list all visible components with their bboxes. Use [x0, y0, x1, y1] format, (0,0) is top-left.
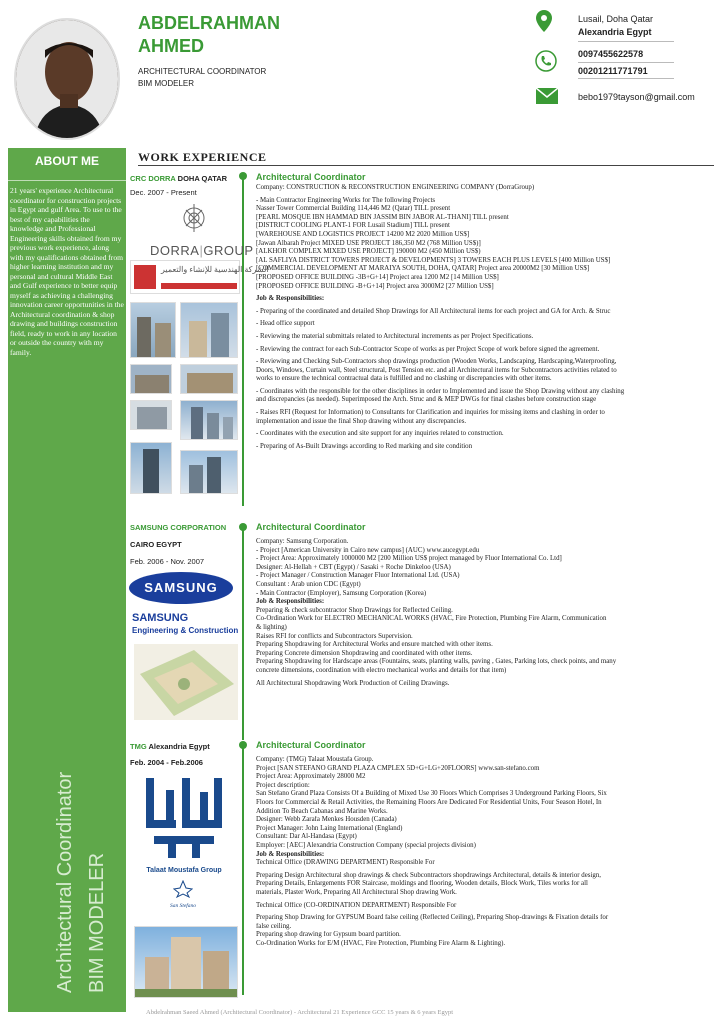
photo-frame	[8, 8, 126, 148]
sidebar	[8, 8, 126, 1012]
job-1-line: - Main Contractor Engineering Works for The following Projects	[256, 196, 436, 204]
job-1-responsibilities-heading: Job & Responsibilities:	[256, 295, 325, 303]
work-experience-heading: WORK EXPERIENCE	[138, 150, 267, 164]
job-2-line: & lighting)	[256, 623, 287, 631]
job-2-line: Preparing & check subcontractor Shop Drawings for Reflected Ceiling.	[256, 606, 453, 614]
about-me-text: 21 years' experience Architectural coordinator for construction projects in Egypt and gulf Area. To use to the best of my capabilities the knowledge and Professional Engineering skills obtained from my previous work experience, along with my qualifications obtained from higher learning institution and my personal and cultural Middle East and Gulf experience to better equip myself as achieving a challenging innovation career opportunities in the Architectural coordination & shop drawing and buildings construction field, ready to work in any location or outside the country with my family.	[10, 186, 124, 357]
job-1-line: - Reviewing the material submittals related to Architectural increments as per Project Specifications.	[256, 332, 534, 340]
job-2-line: - Project Manager / Construction Manager Fluor International Ltd. (USA)	[256, 572, 460, 580]
job-1-company-name: CRC DORRA	[130, 174, 176, 183]
timeline-line-2	[242, 526, 244, 740]
job-3-line: Technical Office (CO-ORDINATION DEPARTMENT) Responsible For	[256, 901, 457, 909]
job-1-line: implementation and issue the final Shop drawing without any discrepancies.	[256, 417, 467, 425]
job-3-line: Preparing Details, Enlargements FOR Staircase, moldings and flooring, Wooden details, Block Work, Tiles works for all	[256, 880, 588, 888]
samsung-logo-text: SAMSUNG	[144, 580, 218, 595]
job-3-line: Preparing Design Architectural shop drawings & check Subcontractors shopdrawings Architectural, details & interior design,	[256, 871, 602, 879]
job-3-responsibilities-heading: Job & Responsibilities:	[256, 850, 325, 858]
job-3-company-location: Alexandria Egypt	[148, 742, 210, 751]
dorra-emblem-icon	[150, 202, 238, 238]
job-3-line: Project description:	[256, 781, 310, 789]
location-line-2: Alexandria Egypt	[578, 27, 652, 37]
san-stefano-logo	[160, 880, 206, 909]
tmg-emblem-icon	[138, 770, 230, 862]
job-1-line: and discrepancies (as needed). Superimposed the Arch. Struc and & MEP DWGs for final clashes before construction stage	[256, 396, 597, 404]
timeline-line-3	[242, 745, 244, 995]
job-1-title: Architectural Coordinator	[256, 172, 366, 182]
job-3-line: materials, Plaster Work, Preparing All Architectural Shop drawing Work.	[256, 888, 457, 896]
job-1-company-location: DOHA QATAR	[177, 174, 228, 183]
job-2-line: All Architectural Shopdrawing Work Production of Ceiling Drawings.	[256, 679, 450, 687]
phone-number-2[interactable]: 00201211771791	[578, 66, 648, 76]
job-2-line: Co-Ordination Work for ELECTRO MECHANICAL WORKS (HVAC, Fire Protection, Plumbing Fire Alarm, Communication	[256, 615, 607, 623]
job-1-line: - Raises RFI (Request for Information) to Consultants for Clarification and inquiries for missing items and clashing in order to	[256, 409, 605, 417]
job-3-line: Addition To Beach Cabanas and Marine Works.	[256, 807, 388, 815]
job-1-line: Company: CONSTRUCTION & RECONSTRUCTION ENGINEERING COMPANY (DorraGroup)	[256, 184, 535, 191]
samsung-logo	[128, 570, 234, 606]
job-2-line: Company: Samsung Corporation.	[256, 538, 349, 545]
san-stefano-logo-text: San Stefano	[169, 903, 197, 909]
job-1-line: - Preparing of As-Built Drawings according to Red marking and site condition	[256, 442, 473, 450]
job-3-dates: Feb. 2004 - Feb.2006	[130, 758, 203, 767]
project-photo-6	[180, 400, 238, 440]
job-1-line: [PROPOSED OFFICE BUILDING -3B+G+14] Project area 1200 M2 [14 Million US$]	[256, 273, 499, 281]
san-stefano-emblem-icon	[173, 880, 193, 898]
profile-photo	[14, 18, 120, 140]
job-1-company	[130, 174, 227, 183]
job-3-line: false ceiling.	[256, 922, 292, 930]
job-3-line: Consultant: Dar Al-Handasa (Egypt)	[256, 833, 357, 841]
vertical-role-title: Architectural Coordinator	[54, 771, 76, 993]
job-1-line: [PEARL MOSQUE IBN HAMMAD BIN JASSIM BIN JABOR AL-THANI] TILL present	[256, 213, 509, 221]
job-3-line: Project [SAN STEFANO GRAND PLAZA CMPLEX 5D+G+LG+20FLOORS] www.san-stefano.com	[256, 764, 540, 772]
timeline-dot-1	[239, 172, 247, 180]
project-photo-2	[180, 302, 238, 358]
job-2-line: Consultant : Arab union CDC (Egypt)	[256, 580, 361, 588]
project-photo-3	[130, 364, 172, 394]
dorra-logo-text: DORRA	[150, 243, 200, 258]
role-title: ARCHITECTURAL COORDINATOR	[138, 67, 267, 76]
san-stefano-photo	[134, 926, 238, 998]
job-2-line: concrete dimensions, coordination with electro mechanical works and details for that item)	[256, 666, 507, 674]
tmg-logo	[138, 770, 230, 876]
job-1-line: Nasser Tower Commercial Building 114,446 M2 (Qatar) TILL present	[256, 205, 451, 213]
job-2-line: Designer: Al-Hellah + CBT (Egypt) / Sasaki + Roche Dinkeloo (USA)	[256, 563, 451, 571]
job-1-line: [AL SAFLIYA DISTRICT TOWERS PROJECT & DEVELOPMENTS] 3 TOWERS EACH PLUS LEVELS [400 Million US$]	[256, 256, 611, 264]
project-photo-5	[130, 400, 172, 430]
name-line-2: AHMED	[138, 36, 204, 56]
job-3-line: Project Manager: John Laing International (England)	[256, 824, 403, 832]
job-1-line: [WAREHOUSE AND LOGISTICS PROJECT 14200 M2 2020 Million US$]	[256, 230, 470, 238]
job-2-line: - Project [American University in Cairo new campus] (AUC) www.aucegypt.edu	[256, 546, 480, 554]
dorra-group-logo: DORRA|GROUP	[150, 202, 238, 260]
job-3-line: Preparing shop drawing for Gypsum board partition.	[256, 931, 401, 939]
job-1-line: [DISTRICT COOLING PLANT-1 FOR Lusail Stadium] TILL present	[256, 222, 450, 230]
timeline-dot-3	[239, 741, 247, 749]
job-2-responsibilities-heading: Job & Responsibilities:	[256, 598, 325, 606]
crc-logo-arabic: الشركة الهندسية للإنشاء والتعمير	[161, 265, 269, 274]
full-name	[138, 12, 298, 58]
job-3-line: Company: (TMG) Talaat Moustafa Group.	[256, 756, 374, 763]
phone-icon	[535, 50, 557, 77]
job-3-line: Employer: [AEC] Alexandria Construction Company (special projects division)	[256, 841, 476, 849]
job-3-line: Designer: Webb Zarafa Menkes Housden (Canada)	[256, 816, 397, 824]
job-1-line: [Jawan Albarah Project MIXED USE PROJECT 186,350 M2 (768 Million US$)]	[256, 239, 481, 247]
page-footer: Abdelrahman Saeed Ahmed (Architectural Coordinator) - Architectural 21 Experience GCC 15 years & 6 years Egypt	[146, 1009, 454, 1016]
job-2-line: Raises RFI for conflicts and Subcontractors Supervision.	[256, 632, 413, 640]
job-1-dates: Dec. 2007 - Present	[130, 188, 197, 197]
job-2-line: - Project Area: Approximately 1000000 M2 [200 Million US$ project managed by Fluor International Co. Ltd]	[256, 555, 562, 563]
phone-divider-2	[578, 78, 674, 79]
auc-campus-plan	[134, 644, 238, 720]
job-1-line: - Coordinates with the execution and site support for any inquiries related to construction.	[256, 430, 504, 438]
crc-logo-mark	[134, 265, 156, 289]
email-address[interactable]: bebo1979tayson@gmail.com	[578, 92, 695, 102]
job-1-line: - Coordinates with the responsible for the other disciplines in order to Implemented and issue the Shop Drawing without any clashing	[256, 387, 625, 395]
job-3-line: Technical Office (DRAWING DEPARTMENT) Responsible For	[256, 859, 435, 867]
job-3-line: Co-Ordination Works for E/M (HVAC, Fire Protection, Plumbing Fire Alarm & Lighting).	[256, 939, 506, 947]
job-2-details	[256, 538, 714, 688]
job-3-details	[256, 756, 714, 948]
crc-logo	[130, 260, 269, 294]
project-photo-7	[130, 442, 172, 494]
job-2-dates: Feb. 2006 - Nov. 2007	[130, 557, 205, 566]
job-3-line: Preparing Shop Drawing for GYPSUM Board false ceiling (Reflected Ceiling), Preparing Shop-drawings & Fixation details for	[256, 914, 609, 922]
contact-divider	[578, 41, 674, 42]
project-photo-4	[180, 364, 238, 394]
job-1-line: [COMMERCIAL DEVELOPMENT AT MARAIYA SOUTH, DOHA, QATAR] Project area 20000M2 [30 Million US$]	[256, 265, 590, 273]
phone-number-1[interactable]: 0097455622578	[578, 49, 644, 59]
job-1-line: - Preparing of the coordinated and detailed Shop Drawings for All Architectural items for each project and GA for Arch. & Struc	[256, 307, 611, 315]
tmg-logo-text: Talaat Moustafa Group	[146, 867, 222, 874]
timeline-dot-2	[239, 523, 247, 531]
job-2-line: - Main Contractor (Employer), Samsung Corporation (Korea)	[256, 589, 427, 597]
location-pin-icon	[536, 10, 552, 37]
job-2-line: Preparing Shopdrawing for Architectural Works and ensure matched with other items.	[256, 641, 493, 649]
samsung-ec-title: SAMSUNG	[132, 612, 189, 624]
job-3-line: San Stefano Grand Plaza Consists Of a Building of Mixed Use 30 Floors Which Comprises 3 Underground Parking Floors, Six	[256, 790, 607, 798]
project-photo-1	[130, 302, 176, 358]
email-icon	[536, 88, 558, 109]
about-me-heading: ABOUT ME	[35, 154, 99, 168]
dorra-logo-group: GROUP	[203, 243, 254, 258]
job-1-line: works to ensure the technical contractual data is fulfilled and no clashing or discrepancies with other items.	[256, 375, 552, 383]
job-1-line: [PROPOSED OFFICE BUILDING -B+G+14] Project area 3000M2 [27 Million US$]	[256, 282, 494, 290]
job-1-line: [ALKHOR COMPLEX MIXED USE PROJECT] 190000 M2 (450 Million US$)	[256, 248, 481, 256]
job-3-title: Architectural Coordinator	[256, 740, 366, 750]
about-divider	[8, 180, 126, 181]
job-3-company	[130, 742, 210, 751]
job-2-location: CAIRO EGYPT	[130, 540, 182, 549]
job-2-line: Preparing Shopdrawing for Hardscape areas (Fountains, seats, planting walls, paving , Gates, Parking lots, check points, and many	[256, 658, 617, 666]
crc-logo-bar	[161, 283, 237, 289]
section-divider	[138, 165, 714, 166]
phone-divider	[578, 62, 674, 63]
project-photo-8	[180, 450, 238, 494]
job-1-line: Doors, Windows, Curtain wall, Steel structural, Post Tension etc. and all Architectural items for Subcontractors activities related to	[256, 366, 617, 374]
job-2-line: Preparing Concrete dimension Shopdrawing and coordinated with other items.	[256, 649, 473, 657]
job-3-line: Floors for Commercial & Retail Activities, the Remaining Floors Are Dedicated For Residential Units, Four Season Hotel, In	[256, 798, 602, 806]
job-3-company-name: TMG	[130, 742, 147, 751]
vertical-role-subtitle: BIM MODELER	[86, 852, 108, 993]
job-1-line: - Reviewing the contract for each Sub-Contractor Scope of works as per Project Scope of work before signed the agreement.	[256, 345, 600, 353]
samsung-ec-subtitle: Engineering & Construction	[132, 626, 239, 635]
job-1-line: - Head office support	[256, 320, 315, 328]
job-1-details	[256, 184, 714, 451]
job-1-line: - Reviewing and Checking Sub-Contractors shop drawings production (Wooden Works, Landscaping, Hardscaping,Waterproofing,	[256, 358, 617, 366]
timeline-line-1	[242, 176, 244, 506]
role-subtitle: BIM MODELER	[138, 79, 195, 88]
job-3-line: Project Area: Approximately 28000 M2	[256, 773, 366, 781]
job-2-company: SAMSUNG CORPORATION	[130, 523, 227, 532]
name-line-1: ABDELRAHMAN	[138, 13, 280, 33]
location-line-1: Lusail, Doha Qatar	[578, 14, 654, 24]
job-2-title: Architectural Coordinator	[256, 522, 366, 532]
